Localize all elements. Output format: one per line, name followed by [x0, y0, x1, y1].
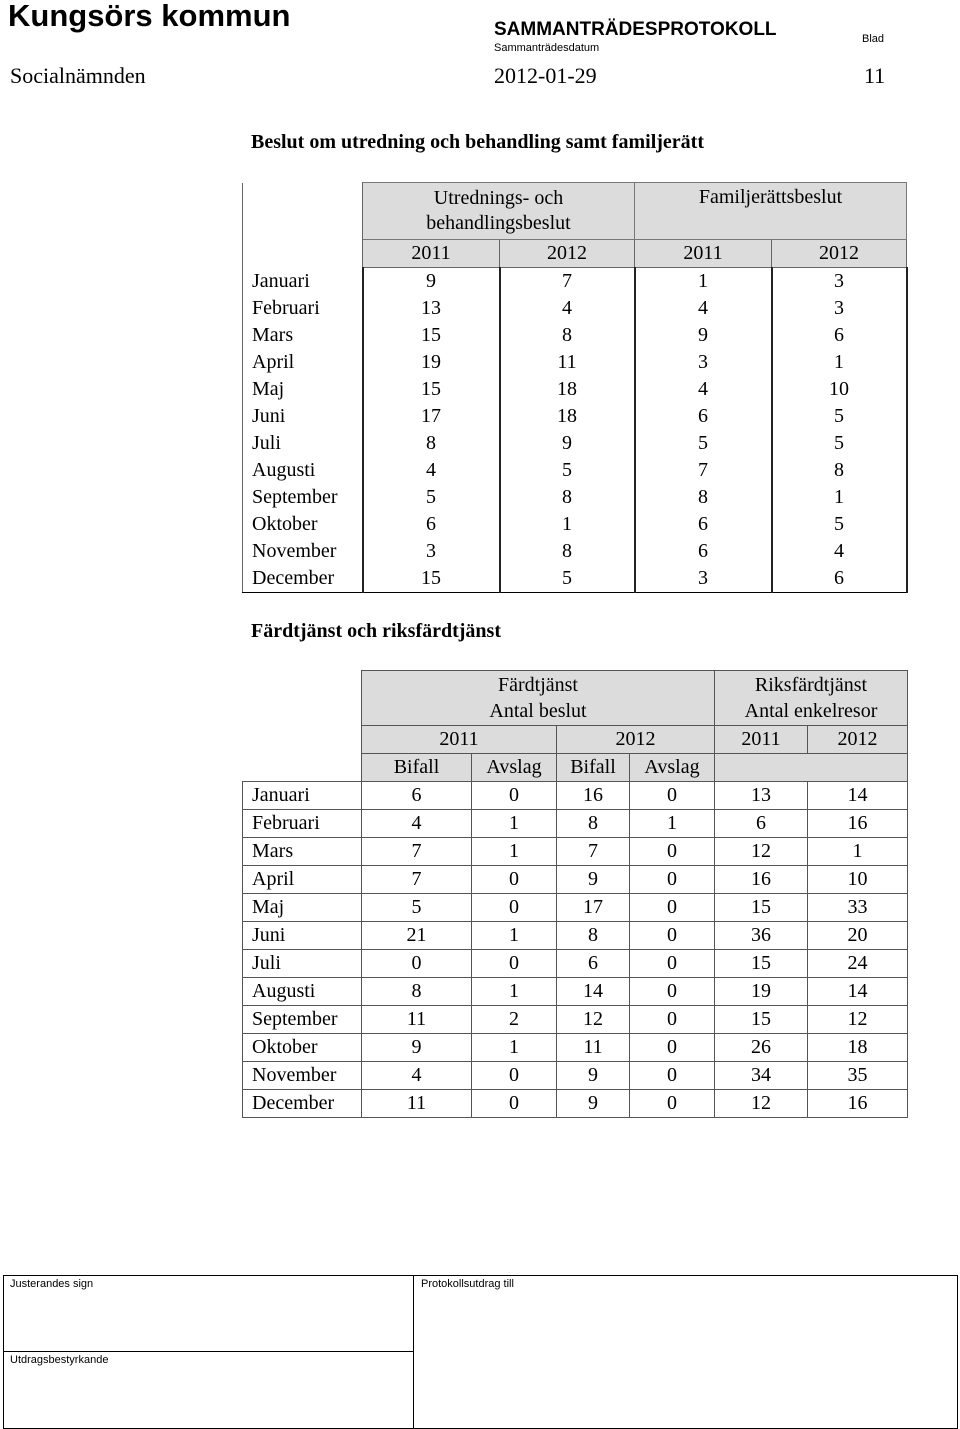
value-cell: 3	[635, 565, 772, 593]
value-cell: 1	[772, 349, 907, 376]
value-cell: 5	[500, 565, 635, 593]
value-cell: 0	[630, 894, 715, 922]
value-cell: 0	[630, 950, 715, 978]
value-cell: 15	[363, 376, 500, 403]
value-cell: 7	[500, 268, 635, 296]
month-label: September	[243, 1006, 362, 1034]
month-label: Maj	[243, 894, 362, 922]
value-cell: 16	[808, 810, 908, 838]
table-corner	[243, 240, 363, 268]
value-cell: 6	[772, 565, 907, 593]
value-cell: 16	[557, 782, 630, 810]
value-cell: 0	[472, 782, 557, 810]
value-cell: 13	[363, 295, 500, 322]
month-label: December	[243, 565, 363, 593]
value-cell: 6	[635, 403, 772, 430]
value-cell: 4	[362, 810, 472, 838]
value-cell: 6	[772, 322, 907, 349]
value-cell: 18	[500, 376, 635, 403]
protokollsutdrag-label: Protokollsutdrag till	[421, 1278, 514, 1290]
value-cell: 1	[772, 484, 907, 511]
table-row	[243, 810, 908, 838]
value-cell: 3	[363, 538, 500, 565]
value-cell: 18	[500, 403, 635, 430]
value-cell: 33	[808, 894, 908, 922]
value-cell: 0	[472, 950, 557, 978]
table-corner	[243, 183, 363, 240]
value-cell: 15	[715, 950, 808, 978]
value-cell: 3	[772, 268, 907, 296]
value-cell: 1	[635, 268, 772, 296]
value-cell: 0	[362, 950, 472, 978]
subcolumn-header: Bifall	[362, 754, 472, 782]
table-row	[243, 511, 907, 538]
month-label: November	[243, 1062, 362, 1090]
month-label: Oktober	[243, 1034, 362, 1062]
value-cell: 15	[363, 322, 500, 349]
group-header-riksfardtjanst	[715, 671, 908, 726]
month-label: November	[243, 538, 363, 565]
value-cell: 0	[630, 782, 715, 810]
value-cell: 11	[500, 349, 635, 376]
table-row	[243, 403, 907, 430]
value-cell: 1	[472, 1034, 557, 1062]
value-cell: 1	[472, 810, 557, 838]
table-corner	[243, 671, 362, 726]
value-cell: 9	[362, 1034, 472, 1062]
table-row	[243, 484, 907, 511]
value-cell: 19	[363, 349, 500, 376]
subcolumn-header-empty	[715, 754, 908, 782]
value-cell: 14	[557, 978, 630, 1006]
table-row	[243, 349, 907, 376]
value-cell: 1	[630, 810, 715, 838]
justerandes-sign-label: Justerandes sign	[10, 1278, 94, 1290]
value-cell: 12	[808, 1006, 908, 1034]
value-cell: 36	[715, 922, 808, 950]
month-label: Februari	[243, 295, 363, 322]
value-cell: 13	[715, 782, 808, 810]
table-row	[243, 1090, 908, 1118]
signature-divider	[3, 1351, 414, 1352]
value-cell: 16	[808, 1090, 908, 1118]
value-cell: 0	[630, 922, 715, 950]
value-cell: 11	[362, 1090, 472, 1118]
value-cell: 9	[500, 430, 635, 457]
value-cell: 2	[472, 1006, 557, 1034]
table-row	[243, 838, 908, 866]
transport-table	[242, 670, 908, 1118]
value-cell: 0	[630, 1006, 715, 1034]
value-cell: 10	[772, 376, 907, 403]
value-cell: 0	[472, 1062, 557, 1090]
page-number: 11	[864, 63, 886, 88]
value-cell: 0	[630, 838, 715, 866]
value-cell: 1	[472, 838, 557, 866]
group-header-fardtjanst	[362, 671, 715, 726]
value-cell: 6	[715, 810, 808, 838]
decisions-table	[242, 182, 908, 593]
value-cell: 8	[772, 457, 907, 484]
value-cell: 0	[630, 1090, 715, 1118]
month-label: December	[243, 1090, 362, 1118]
year-header: 2011	[363, 240, 500, 268]
value-cell: 10	[808, 866, 908, 894]
table-row	[243, 268, 907, 296]
value-cell: 5	[500, 457, 635, 484]
month-label: Augusti	[243, 457, 363, 484]
table-row	[243, 950, 908, 978]
month-label: April	[243, 866, 362, 894]
value-cell: 15	[715, 1006, 808, 1034]
value-cell: 7	[362, 838, 472, 866]
table-row	[243, 430, 907, 457]
year-header: 2012	[772, 240, 907, 268]
value-cell: 7	[557, 838, 630, 866]
value-cell: 34	[715, 1062, 808, 1090]
value-cell: 6	[635, 538, 772, 565]
value-cell: 0	[630, 1034, 715, 1062]
value-cell: 6	[635, 511, 772, 538]
table-row	[243, 922, 908, 950]
value-cell: 1	[500, 511, 635, 538]
value-cell: 0	[472, 866, 557, 894]
value-cell: 6	[362, 782, 472, 810]
value-cell: 17	[363, 403, 500, 430]
value-cell: 12	[715, 1090, 808, 1118]
meeting-date-label: Sammanträdesdatum	[494, 42, 600, 54]
group-header-riksfardtjanst-sub: Antal enkelresor	[744, 700, 878, 722]
value-cell: 35	[808, 1062, 908, 1090]
value-cell: 14	[808, 978, 908, 1006]
year-header: 2012	[557, 726, 715, 754]
value-cell: 4	[635, 295, 772, 322]
value-cell: 4	[772, 538, 907, 565]
document-type: SAMMANTRÄDESPROTOKOLL	[494, 19, 777, 40]
month-label: Mars	[243, 838, 362, 866]
month-label: Juli	[243, 430, 363, 457]
value-cell: 16	[715, 866, 808, 894]
value-cell: 4	[363, 457, 500, 484]
group-header-fardtjanst-title: Färdtjänst	[498, 674, 578, 696]
group-header-utredning: Utrednings- och behandlingsbeslut	[363, 183, 635, 240]
value-cell: 3	[635, 349, 772, 376]
value-cell: 1	[472, 978, 557, 1006]
value-cell: 9	[635, 322, 772, 349]
year-header: 2011	[362, 726, 557, 754]
organization-name: Kungsörs kommun	[8, 0, 291, 33]
value-cell: 24	[808, 950, 908, 978]
utdragsbestyrkande-label: Utdragsbestyrkande	[10, 1354, 109, 1366]
table-corner	[243, 754, 362, 782]
month-label: April	[243, 349, 363, 376]
value-cell: 4	[635, 376, 772, 403]
value-cell: 8	[557, 810, 630, 838]
value-cell: 9	[557, 1090, 630, 1118]
value-cell: 14	[808, 782, 908, 810]
signature-box	[3, 1275, 958, 1429]
table-row	[243, 782, 908, 810]
value-cell: 5	[362, 894, 472, 922]
table-row	[243, 978, 908, 1006]
month-label: Juni	[243, 403, 363, 430]
year-header: 2012	[808, 726, 908, 754]
value-cell: 11	[362, 1006, 472, 1034]
value-cell: 5	[772, 430, 907, 457]
month-label: Februari	[243, 810, 362, 838]
month-label: Oktober	[243, 511, 363, 538]
value-cell: 18	[808, 1034, 908, 1062]
page-label: Blad	[862, 33, 885, 45]
value-cell: 3	[772, 295, 907, 322]
value-cell: 6	[363, 511, 500, 538]
month-label: Juni	[243, 922, 362, 950]
value-cell: 0	[630, 866, 715, 894]
value-cell: 20	[808, 922, 908, 950]
meeting-date: 2012-01-29	[494, 63, 597, 88]
value-cell: 9	[557, 866, 630, 894]
month-label: Juli	[243, 950, 362, 978]
subcolumn-header: Bifall	[557, 754, 630, 782]
value-cell: 9	[557, 1062, 630, 1090]
year-header: 2011	[635, 240, 772, 268]
table-row	[243, 894, 908, 922]
section-heading-decisions: Beslut om utredning och behandling samt familjerätt	[251, 131, 704, 153]
value-cell: 4	[500, 295, 635, 322]
table-row	[243, 295, 907, 322]
value-cell: 5	[772, 403, 907, 430]
value-cell: 0	[630, 978, 715, 1006]
value-cell: 9	[363, 268, 500, 296]
value-cell: 8	[362, 978, 472, 1006]
year-header: 2011	[715, 726, 808, 754]
group-header-riksfardtjanst-title: Riksfärdtjänst	[754, 674, 868, 696]
table-row	[243, 1062, 908, 1090]
value-cell: 17	[557, 894, 630, 922]
month-label: Mars	[243, 322, 363, 349]
subcolumn-header: Avslag	[630, 754, 715, 782]
value-cell: 8	[363, 430, 500, 457]
value-cell: 5	[363, 484, 500, 511]
table-corner	[243, 726, 362, 754]
table-row	[243, 538, 907, 565]
value-cell: 4	[362, 1062, 472, 1090]
value-cell: 7	[362, 866, 472, 894]
value-cell: 8	[500, 484, 635, 511]
month-label: Januari	[243, 268, 363, 296]
table-row	[243, 457, 907, 484]
table-row	[243, 1006, 908, 1034]
value-cell: 6	[557, 950, 630, 978]
month-label: Augusti	[243, 978, 362, 1006]
value-cell: 5	[635, 430, 772, 457]
value-cell: 7	[635, 457, 772, 484]
table-row	[243, 322, 907, 349]
value-cell: 8	[500, 322, 635, 349]
value-cell: 5	[772, 511, 907, 538]
value-cell: 12	[715, 838, 808, 866]
value-cell: 15	[363, 565, 500, 593]
value-cell: 8	[500, 538, 635, 565]
subcolumn-header: Avslag	[472, 754, 557, 782]
committee-name: Socialnämnden	[10, 63, 146, 88]
group-header-fardtjanst-sub: Antal beslut	[489, 700, 587, 722]
value-cell: 0	[472, 894, 557, 922]
value-cell: 12	[557, 1006, 630, 1034]
value-cell: 1	[472, 922, 557, 950]
value-cell: 11	[557, 1034, 630, 1062]
value-cell: 19	[715, 978, 808, 1006]
section-heading-transport: Färdtjänst och riksfärdtjänst	[251, 620, 501, 642]
group-header-familjeratt: Familjerättsbeslut	[635, 183, 907, 240]
value-cell: 8	[635, 484, 772, 511]
value-cell: 15	[715, 894, 808, 922]
month-label: Maj	[243, 376, 363, 403]
value-cell: 26	[715, 1034, 808, 1062]
value-cell: 0	[630, 1062, 715, 1090]
table-row	[243, 565, 907, 593]
month-label: September	[243, 484, 363, 511]
table-row	[243, 376, 907, 403]
month-label: Januari	[243, 782, 362, 810]
value-cell: 0	[472, 1090, 557, 1118]
value-cell: 1	[808, 838, 908, 866]
table-row	[243, 1034, 908, 1062]
year-header: 2012	[500, 240, 635, 268]
value-cell: 21	[362, 922, 472, 950]
value-cell: 8	[557, 922, 630, 950]
table-row	[243, 866, 908, 894]
